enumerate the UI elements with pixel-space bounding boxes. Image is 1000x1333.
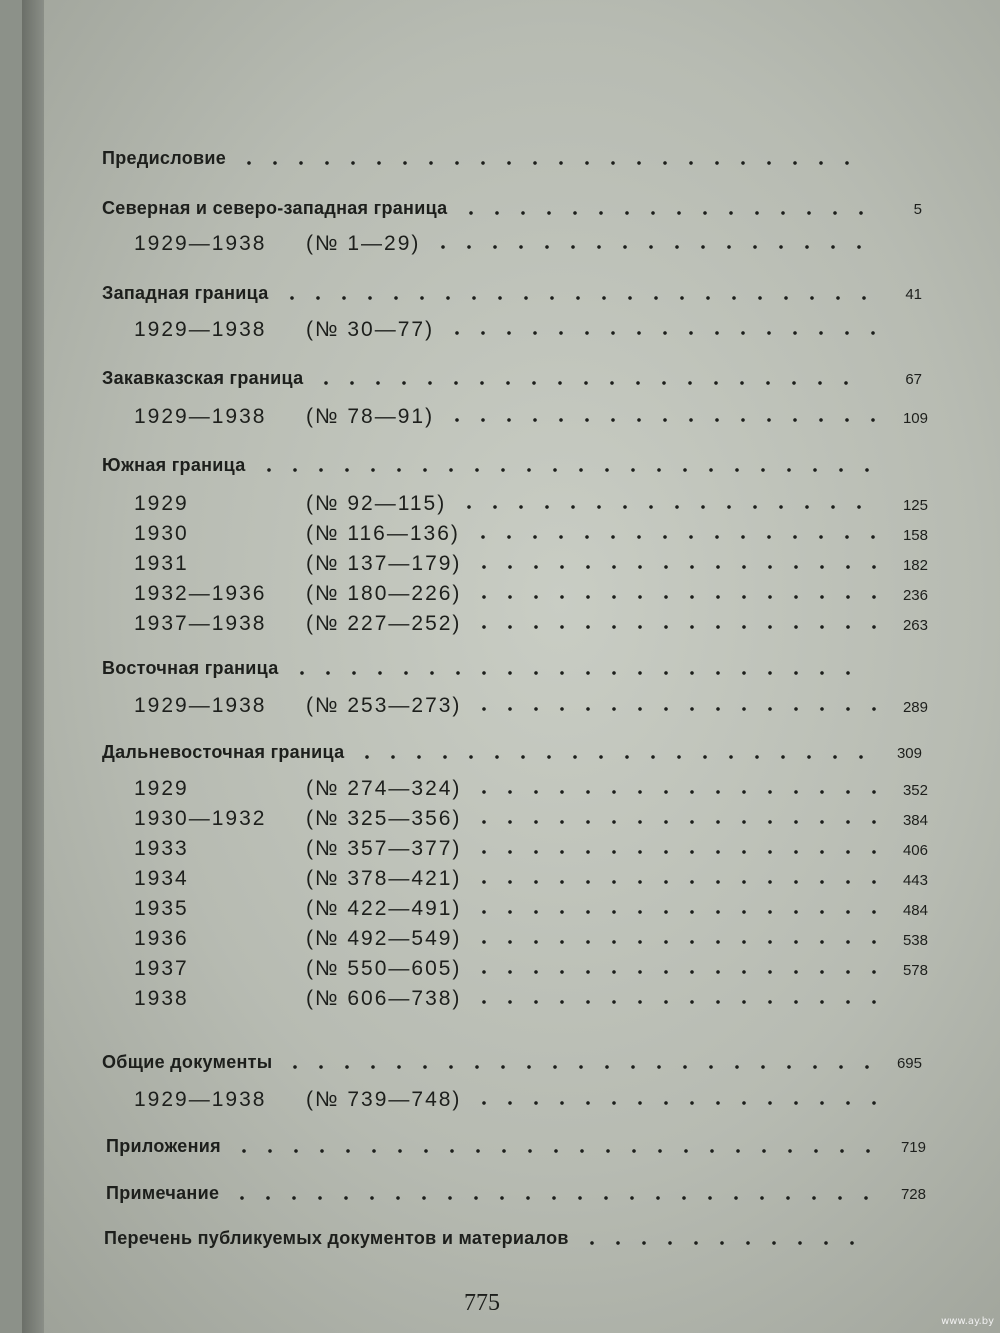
toc-document-range: (№ 78—91) bbox=[306, 405, 435, 428]
toc-page-number: 538 bbox=[902, 932, 928, 949]
dot-leader bbox=[289, 669, 870, 677]
toc-subentry-label bbox=[108, 522, 460, 546]
toc-subentry-label bbox=[108, 927, 461, 951]
toc-entry bbox=[104, 1228, 924, 1258]
dot-leader bbox=[471, 563, 876, 571]
toc-entry bbox=[102, 283, 922, 313]
toc-subentry-label bbox=[108, 405, 434, 429]
toc-year: 1929—1938 bbox=[134, 1088, 267, 1111]
toc-document-range: (№ 357—377) bbox=[306, 837, 462, 860]
toc-subentry bbox=[108, 612, 928, 642]
toc-subentry bbox=[108, 777, 928, 807]
toc-entry-label: Предисловие bbox=[102, 148, 227, 168]
toc-document-range: (№ 606—738) bbox=[306, 987, 462, 1010]
toc-entry bbox=[102, 368, 922, 398]
toc-subentry bbox=[108, 318, 928, 348]
toc-document-range: (№ 739—748) bbox=[306, 1088, 462, 1111]
dot-leader bbox=[256, 466, 870, 474]
toc-entry bbox=[102, 1052, 922, 1082]
toc-document-range: (№ 227—252) bbox=[306, 612, 462, 635]
dot-leader bbox=[458, 209, 871, 217]
toc-page-number: 352 bbox=[902, 782, 928, 799]
toc-year: 1935 bbox=[134, 897, 189, 920]
dot-leader bbox=[471, 818, 876, 826]
toc-page-number: 309 bbox=[896, 745, 922, 762]
toc-document-range: (№ 378—421) bbox=[306, 867, 462, 890]
toc-entry bbox=[102, 198, 922, 228]
toc-year: 1929 bbox=[134, 492, 189, 515]
toc-page-number: 384 bbox=[902, 812, 928, 829]
toc-subentry bbox=[108, 807, 928, 837]
toc-subentry bbox=[108, 492, 928, 522]
toc-entry bbox=[106, 1183, 926, 1213]
toc-year: 1934 bbox=[134, 867, 189, 890]
toc-page-number: 289 bbox=[902, 699, 928, 716]
page-number: 775 bbox=[464, 1290, 500, 1316]
toc-subentry bbox=[108, 987, 928, 1017]
toc-year: 1938 bbox=[134, 987, 189, 1010]
toc-page-number: 484 bbox=[902, 902, 928, 919]
toc-entry bbox=[106, 1136, 926, 1166]
dot-leader bbox=[279, 294, 870, 302]
toc-entry-label: Западная граница bbox=[102, 283, 269, 303]
dot-leader bbox=[456, 503, 876, 511]
toc-document-range: (№ 30—77) bbox=[306, 318, 435, 341]
toc-year: 1929 bbox=[134, 777, 189, 800]
toc-page-number: 443 bbox=[902, 872, 928, 889]
toc-entry-label: Примечание bbox=[106, 1183, 220, 1203]
toc-subentry-label bbox=[108, 612, 461, 636]
toc-entry bbox=[102, 742, 922, 772]
toc-year: 1936 bbox=[134, 927, 189, 950]
toc-year: 1929—1938 bbox=[134, 694, 267, 717]
dot-leader bbox=[430, 243, 876, 251]
toc-page-number: 719 bbox=[900, 1139, 926, 1156]
dot-leader bbox=[229, 1194, 874, 1202]
toc-subentry bbox=[108, 522, 928, 552]
dot-leader bbox=[471, 908, 876, 916]
toc-document-range: (№ 492—549) bbox=[306, 927, 462, 950]
toc-subentry-label bbox=[108, 582, 461, 606]
book-page bbox=[22, 0, 1000, 1333]
dot-leader bbox=[579, 1239, 872, 1247]
dot-leader bbox=[471, 623, 876, 631]
toc-entry-label: Восточная граница bbox=[102, 658, 279, 678]
toc-subentry bbox=[108, 867, 928, 897]
toc-subentry-label bbox=[108, 777, 461, 801]
dot-leader bbox=[470, 533, 876, 541]
toc-page-number: 158 bbox=[902, 527, 928, 544]
toc-entry-label: Северная и северо-западная граница bbox=[102, 198, 448, 218]
toc-subentry-label bbox=[108, 694, 461, 718]
dot-leader bbox=[471, 998, 876, 1006]
toc-page-number: 406 bbox=[902, 842, 928, 859]
toc-page-number: 182 bbox=[902, 557, 928, 574]
toc-subentry bbox=[108, 927, 928, 957]
toc-subentry-label bbox=[108, 837, 461, 861]
toc-document-range: (№ 180—226) bbox=[306, 582, 462, 605]
dot-leader bbox=[444, 416, 876, 424]
toc-subentry bbox=[108, 1088, 928, 1118]
dot-leader bbox=[354, 753, 870, 761]
toc-subentry-label bbox=[108, 957, 461, 981]
toc-year: 1931 bbox=[134, 552, 189, 575]
toc-year: 1929—1938 bbox=[134, 232, 267, 255]
dot-leader bbox=[471, 705, 876, 713]
toc-subentry-label bbox=[108, 807, 461, 831]
toc-subentry bbox=[108, 582, 928, 612]
dot-leader bbox=[471, 788, 876, 796]
dot-leader bbox=[471, 968, 876, 976]
dot-leader bbox=[313, 379, 870, 387]
dot-leader bbox=[471, 848, 876, 856]
toc-document-range: (№ 325—356) bbox=[306, 807, 462, 830]
toc-entry bbox=[102, 455, 922, 485]
dot-leader bbox=[471, 593, 876, 601]
toc-subentry bbox=[108, 897, 928, 927]
toc-entry bbox=[102, 658, 922, 688]
toc-year: 1937—1938 bbox=[134, 612, 267, 635]
toc-page-number: 578 bbox=[902, 962, 928, 979]
dot-leader bbox=[471, 938, 876, 946]
toc-year: 1930—1932 bbox=[134, 807, 267, 830]
dot-leader bbox=[471, 878, 876, 886]
toc-subentry bbox=[108, 957, 928, 987]
toc-subentry bbox=[108, 232, 928, 262]
toc-page-number: 236 bbox=[902, 587, 928, 604]
toc-subentry bbox=[108, 837, 928, 867]
toc-entry-label: Приложения bbox=[106, 1136, 221, 1156]
toc-page-number: 109 bbox=[902, 410, 928, 427]
toc-entry-label: Закавказская граница bbox=[102, 368, 304, 388]
toc-subentry-label bbox=[108, 232, 420, 256]
toc-document-range: (№ 116—136) bbox=[306, 522, 460, 545]
toc-entry-label: Южная граница bbox=[102, 455, 246, 475]
toc-subentry-label bbox=[108, 1088, 461, 1112]
toc-year: 1932—1936 bbox=[134, 582, 267, 605]
toc-document-range: (№ 92—115) bbox=[306, 492, 447, 515]
toc-subentry-label bbox=[108, 318, 434, 342]
toc-entry bbox=[102, 148, 922, 178]
toc-subentry-label bbox=[108, 867, 461, 891]
toc-entry-label: Общие документы bbox=[102, 1052, 273, 1072]
toc-subentry bbox=[108, 405, 928, 435]
dot-leader bbox=[444, 329, 876, 337]
toc-year: 1930 bbox=[134, 522, 189, 545]
table-of-contents bbox=[22, 0, 1000, 1333]
toc-year: 1937 bbox=[134, 957, 189, 980]
dot-leader bbox=[471, 1099, 876, 1107]
toc-document-range: (№ 253—273) bbox=[306, 694, 462, 717]
toc-page-number: 125 bbox=[902, 497, 928, 514]
toc-year: 1929—1938 bbox=[134, 318, 267, 341]
dot-leader bbox=[231, 1147, 874, 1155]
watermark: www.ay.by bbox=[941, 1316, 994, 1327]
toc-page-number: 41 bbox=[905, 286, 922, 303]
toc-subentry-label bbox=[108, 492, 446, 516]
toc-page-number: 67 bbox=[905, 371, 922, 388]
toc-entry-label: Перечень публикуемых документов и материалов bbox=[104, 1228, 569, 1248]
toc-subentry-label bbox=[108, 987, 461, 1011]
dot-leader bbox=[236, 159, 870, 167]
toc-subentry bbox=[108, 694, 928, 724]
toc-page-number: 5 bbox=[913, 201, 922, 218]
toc-document-range: (№ 550—605) bbox=[306, 957, 462, 980]
toc-subentry bbox=[108, 552, 928, 582]
toc-year: 1933 bbox=[134, 837, 189, 860]
toc-year: 1929—1938 bbox=[134, 405, 267, 428]
toc-subentry-label bbox=[108, 897, 461, 921]
toc-entry-label: Дальневосточная граница bbox=[102, 742, 345, 762]
toc-subentry-label bbox=[108, 552, 461, 576]
toc-page-number: 263 bbox=[902, 617, 928, 634]
toc-document-range: (№ 1—29) bbox=[306, 232, 421, 255]
toc-document-range: (№ 274—324) bbox=[306, 777, 462, 800]
toc-document-range: (№ 137—179) bbox=[306, 552, 462, 575]
toc-page-number: 728 bbox=[900, 1186, 926, 1203]
toc-page-number: 695 bbox=[896, 1055, 922, 1072]
toc-document-range: (№ 422—491) bbox=[306, 897, 462, 920]
dot-leader bbox=[282, 1063, 870, 1071]
